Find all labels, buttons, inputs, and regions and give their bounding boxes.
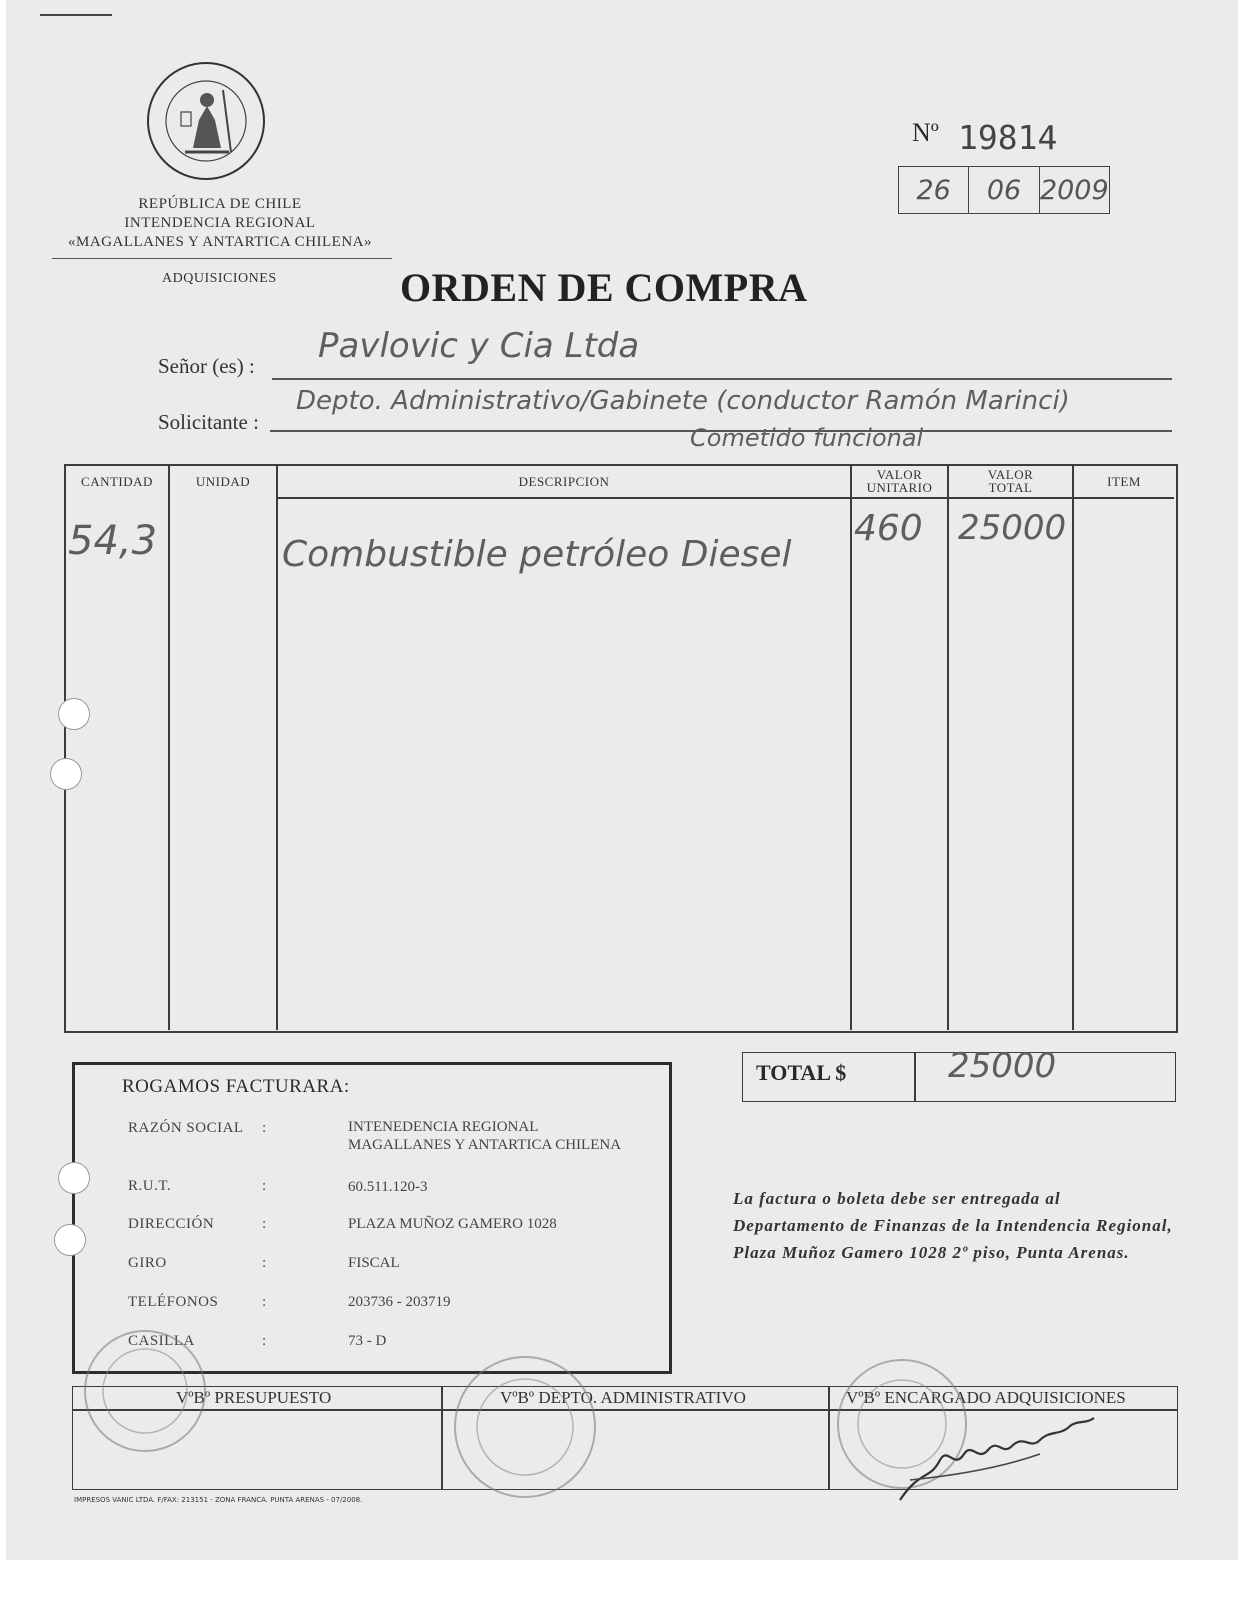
col-header-item: ITEM: [1107, 473, 1141, 489]
cell-valor-total: 25000: [958, 508, 1067, 548]
order-date: [898, 166, 1110, 214]
region-line: «MAGALLANES Y ANTARTICA CHILENA»: [67, 234, 373, 250]
date-day: 26: [899, 167, 969, 213]
billing-key: CASILLA: [128, 1333, 195, 1349]
col-header-text: TOTAL: [988, 480, 1033, 495]
col-header-valor-unitario: [852, 464, 947, 498]
official-stamp-icon: [450, 1352, 600, 1502]
punch-hole: [50, 758, 82, 790]
official-stamp-icon: [80, 1326, 210, 1456]
col-divider: [1072, 464, 1074, 1030]
document-title: ORDEN DE COMPRA: [400, 265, 808, 310]
billing-key: RAZÓN SOCIAL: [128, 1120, 244, 1136]
punch-hole: [58, 698, 90, 730]
col-header-text: VALOR: [876, 467, 923, 482]
regional-emblem-icon: [145, 60, 267, 182]
col-header-text: VALOR: [987, 467, 1034, 482]
delivery-note: La factura o boleta debe ser entregada al Departamento de Finanzas de la Intendencia Regional, Plaza Muñoz Gamero 1028 2º piso, Punta Arenas.: [733, 1189, 1173, 1262]
date-month: 06: [969, 167, 1039, 213]
billing-title: ROGAMOS FACTURARA:: [122, 1076, 350, 1097]
supplier-label: Señor (es) :: [158, 354, 255, 378]
section-label: ADQUISICIONES: [162, 271, 277, 286]
col-header-cantidad: CANTIDAD: [81, 473, 153, 489]
billing-value: PLAZA MUÑOZ GAMERO 1028: [348, 1216, 557, 1232]
cell-valor-unitario: 460: [854, 508, 923, 549]
order-number-label: Nº: [912, 118, 939, 147]
order-number: 19814: [958, 118, 1058, 157]
approval-depto: VºBº DEPTO. ADMINISTRATIVO: [500, 1388, 746, 1407]
billing-value: FISCAL: [348, 1255, 400, 1271]
requester-value: Depto. Administrativo/Gabinete (conductor Ramón Marinci): [296, 386, 1070, 416]
issuer-header: [50, 195, 390, 252]
agency-line: INTENDENCIA REGIONAL: [124, 215, 316, 231]
billing-value-line: INTENEDENCIA REGIONAL: [348, 1119, 539, 1135]
col-header-valor-total: [949, 464, 1072, 498]
approvals-divider: [441, 1386, 443, 1490]
signature-icon: [890, 1410, 1110, 1510]
col-divider: [168, 464, 170, 1030]
supplier-value: Pavlovic y Cia Ltda: [318, 326, 640, 366]
cell-descripcion: Combustible petróleo Diesel: [282, 534, 792, 575]
date-year: 2009: [1039, 174, 1109, 206]
billing-value-line: MAGALLANES Y ANTARTICA CHILENA: [348, 1137, 622, 1153]
col-header-text: UNITARIO: [866, 480, 933, 495]
billing-colon: :: [262, 1255, 267, 1271]
col-divider: [276, 464, 278, 1030]
billing-key: R.U.T.: [128, 1178, 172, 1194]
approval-encargado: VºBº ENCARGADO ADQUISICIONES: [846, 1388, 1126, 1407]
billing-colon: :: [262, 1216, 267, 1232]
punch-hole: [58, 1162, 90, 1194]
billing-colon: :: [262, 1333, 267, 1349]
billing-colon: :: [262, 1294, 267, 1310]
total-label: TOTAL $: [756, 1060, 847, 1085]
corner-mark: [40, 14, 112, 16]
total-divider: [914, 1052, 916, 1102]
billing-colon: :: [262, 1178, 267, 1194]
header-divider: [52, 258, 392, 259]
billing-value: 73 - D: [348, 1333, 387, 1349]
approval-presupuesto: VºBº PRESUPUESTO: [176, 1388, 332, 1407]
col-divider: [947, 464, 949, 1030]
billing-key: GIRO: [128, 1255, 167, 1271]
col-header-unidad: UNIDAD: [195, 473, 251, 489]
total-value: 25000: [948, 1046, 1057, 1086]
billing-value: 60.511.120-3: [348, 1179, 428, 1195]
printer-imprint: IMPRESOS VANIC LTDA. F/FAX: 213151 - ZONA FRANCA. PUNTA ARENAS - 07/2008.: [74, 1496, 363, 1504]
col-divider: [850, 464, 852, 1030]
billing-key: DIRECCIÓN: [128, 1216, 215, 1232]
requester-label: Solicitante :: [158, 410, 259, 434]
punch-hole: [54, 1224, 86, 1256]
billing-colon: :: [262, 1120, 267, 1136]
requester-value-2: Cometido funcional: [690, 424, 924, 452]
billing-value: 203736 - 203719: [348, 1294, 451, 1310]
cell-cantidad: 54,3: [68, 518, 158, 564]
approvals-divider: [828, 1386, 830, 1490]
billing-key: TELÉFONOS: [128, 1294, 219, 1310]
col-header-descripcion: DESCRIPCION: [518, 473, 610, 489]
country-line: REPÚBLICA DE CHILE: [138, 196, 302, 212]
billing-value: [348, 1118, 621, 1154]
supplier-line: [272, 378, 1172, 380]
